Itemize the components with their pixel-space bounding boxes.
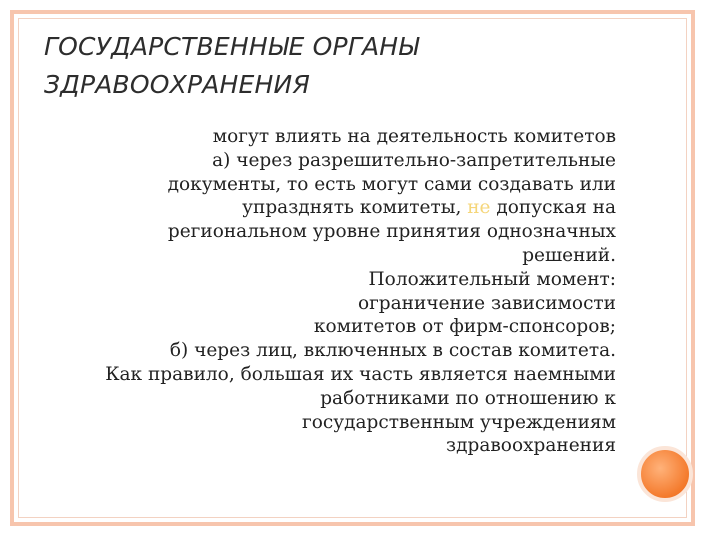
body-line: Как правило, большая их часть является наемными	[105, 363, 616, 385]
body-line: здравоохранения	[446, 435, 616, 457]
body-line: могут влиять на деятельность комитетов	[212, 126, 616, 147]
body-line-part: допуская на	[490, 197, 616, 219]
body-line: документы, то есть могут сами создавать или	[167, 173, 616, 195]
slide-title	[44, 28, 604, 104]
body-line: работниками по отношению к	[320, 387, 616, 409]
body-line: решений.	[522, 244, 616, 266]
decorative-circle	[637, 446, 693, 502]
title-line-1: ГОСУДАРСТВЕННЫЕ ОРГАНЫ	[44, 32, 419, 61]
body-line: региональном уровне принятия однозначных	[167, 221, 616, 243]
body-line-part: упразднять комитеты,	[242, 197, 468, 219]
body-line: б) через лиц, включенных в состав комитета.	[169, 340, 616, 362]
body-line: государственным учреждениям	[302, 411, 616, 433]
body-line: комитетов от фирм-спонсоров;	[313, 316, 616, 338]
body-line: ограничение зависимости	[357, 292, 616, 314]
highlighted-word: не	[467, 197, 491, 219]
body-line: а) через разрешительно-запретительные	[212, 149, 616, 171]
slide-body	[16, 125, 616, 458]
title-line-2: ЗДРАВООХРАНЕНИЯ	[44, 70, 311, 99]
body-line: Положительный момент:	[368, 268, 616, 290]
body-line-highlighted	[16, 196, 616, 220]
